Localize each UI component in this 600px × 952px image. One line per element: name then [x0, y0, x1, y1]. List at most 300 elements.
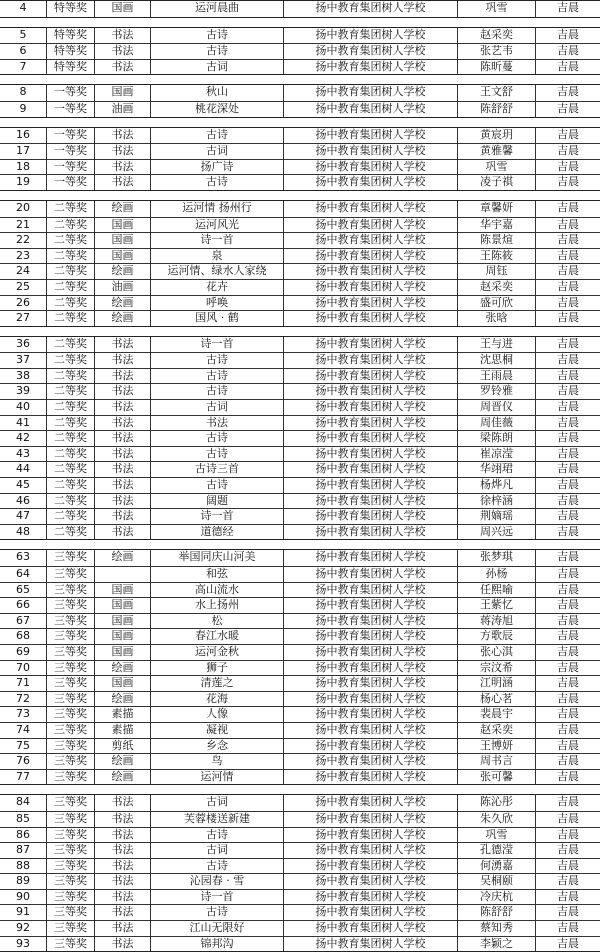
table-row: [0, 613, 600, 629]
teacher-name-cell: 吉晨: [535, 201, 600, 217]
entry-number-cell: 42: [16, 431, 30, 445]
work-title-cell: 古词: [150, 843, 283, 858]
teacher-name-cell: 吉晨: [535, 937, 600, 952]
category-cell: 绘画: [94, 296, 150, 311]
entry-number-cell: 9: [19, 101, 27, 115]
category-cell: 书法: [94, 60, 150, 75]
entry-number-cell: 64: [16, 567, 30, 580]
award-level-cell: 二等奖: [46, 525, 94, 540]
category-cell: 书法: [94, 828, 150, 843]
work-title-cell: 运河情: [150, 770, 283, 785]
award-level-cell: 二等奖: [46, 264, 94, 279]
entry-number-cell: 16: [16, 127, 30, 141]
table-row: [0, 493, 600, 509]
category-cell: 国画: [94, 645, 150, 660]
entry-number-cell: 26: [16, 295, 30, 309]
table-row: [0, 827, 600, 843]
award-level-cell: 三等奖: [46, 598, 94, 613]
work-title-cell: 鸟: [150, 754, 283, 769]
teacher-name-cell: 吉晨: [535, 874, 600, 889]
table-block: [0, 0, 600, 18]
school-cell: 扬中教育集团树人学校: [283, 795, 457, 811]
teacher-name-cell: 吉晨: [535, 416, 600, 431]
table-row: [0, 232, 600, 248]
student-name-cell: 巩雪: [457, 1, 535, 17]
entry-number-cell: 70: [16, 660, 30, 674]
student-name-cell: 华翊珺: [457, 462, 535, 477]
table-row: [0, 101, 600, 117]
award-level-cell: 一等奖: [46, 85, 94, 101]
work-title-cell: 古诗: [150, 44, 283, 59]
work-title-cell: 和弦: [150, 567, 283, 582]
teacher-name-cell: 吉晨: [535, 905, 600, 920]
work-title-cell: 书法: [150, 416, 283, 431]
entry-number-cell: 24: [16, 264, 30, 278]
award-level-cell: 三等奖: [46, 812, 94, 827]
school-cell: 扬中教育集团树人学校: [283, 160, 457, 175]
table-row: [0, 795, 600, 811]
work-title-cell: 运河晨曲: [150, 1, 283, 17]
school-cell: 扬中教育集团树人学校: [283, 353, 457, 368]
school-cell: 扬中教育集团树人学校: [283, 583, 457, 598]
work-title-cell: 古诗: [150, 478, 283, 493]
table-row: [0, 811, 600, 827]
award-level-cell: 三等奖: [46, 890, 94, 905]
school-cell: 扬中教育集团树人学校: [283, 1, 457, 17]
table-row: [0, 1, 600, 17]
award-level-cell: 二等奖: [46, 249, 94, 264]
school-cell: 扬中教育集团树人学校: [283, 44, 457, 59]
school-cell: 扬中教育集团树人学校: [283, 692, 457, 707]
teacher-name-cell: 吉晨: [535, 218, 600, 233]
teacher-name-cell: 吉晨: [535, 128, 600, 144]
award-level-cell: 一等奖: [46, 175, 94, 190]
teacher-name-cell: 吉晨: [535, 525, 600, 540]
teacher-name-cell: 吉晨: [535, 754, 600, 769]
work-title-cell: 古词: [150, 795, 283, 811]
category-cell: 书法: [94, 494, 150, 509]
award-level-cell: 三等奖: [46, 828, 94, 843]
student-name-cell: 王文舒: [457, 85, 535, 101]
school-cell: 扬中教育集团树人学校: [283, 494, 457, 509]
school-cell: 扬中教育集团树人学校: [283, 859, 457, 874]
school-cell: 扬中教育集团树人学校: [283, 218, 457, 233]
teacher-name-cell: 吉晨: [535, 102, 600, 117]
table-row: [0, 279, 600, 295]
teacher-name-cell: 吉晨: [535, 859, 600, 874]
school-cell: 扬中教育集团树人学校: [283, 843, 457, 858]
student-name-cell: 吴桐颐: [457, 874, 535, 889]
student-name-cell: 张梦琪: [457, 550, 535, 566]
category-cell: 书法: [94, 890, 150, 905]
student-name-cell: 王雨晨: [457, 369, 535, 384]
teacher-name-cell: 吉晨: [535, 249, 600, 264]
student-name-cell: 孔德滢: [457, 843, 535, 858]
entry-number-cell: 90: [16, 889, 30, 903]
block-gap: [0, 75, 600, 84]
entry-number-cell: 74: [16, 722, 30, 736]
entry-number-cell: 21: [16, 217, 30, 231]
student-name-cell: 凌子祺: [457, 175, 535, 190]
award-level-cell: 三等奖: [46, 567, 94, 582]
entry-number-cell: 84: [16, 795, 30, 809]
teacher-name-cell: 吉晨: [535, 353, 600, 368]
school-cell: 扬中教育集团树人学校: [283, 890, 457, 905]
work-title-cell: 诗一首: [150, 509, 283, 524]
work-title-cell: 高山流水: [150, 583, 283, 598]
category-cell: 书法: [94, 921, 150, 936]
award-level-cell: 三等奖: [46, 614, 94, 629]
student-name-cell: 周佳薇: [457, 416, 535, 431]
student-name-cell: 章馨妍: [457, 201, 535, 217]
work-title-cell: 道德经: [150, 525, 283, 540]
teacher-name-cell: 吉晨: [535, 614, 600, 629]
table-row: [0, 769, 600, 785]
entry-number-cell: 43: [16, 446, 30, 460]
student-name-cell: 蒋涛旭: [457, 614, 535, 629]
award-level-cell: 三等奖: [46, 937, 94, 952]
table-row: [0, 566, 600, 582]
award-level-cell: 三等奖: [46, 905, 94, 920]
category-cell: 书法: [94, 384, 150, 399]
teacher-name-cell: 吉晨: [535, 478, 600, 493]
school-cell: 扬中教育集团树人学校: [283, 754, 457, 769]
student-name-cell: 巩雪: [457, 160, 535, 175]
work-title-cell: 水上扬州: [150, 598, 283, 613]
category-cell: 国画: [94, 676, 150, 691]
work-title-cell: 国风 · 鹤: [150, 311, 283, 326]
work-title-cell: 春江水暖: [150, 629, 283, 644]
school-cell: 扬中教育集团树人学校: [283, 739, 457, 754]
work-title-cell: 运河风光: [150, 218, 283, 233]
school-cell: 扬中教育集团树人学校: [283, 874, 457, 889]
category-cell: 素描: [94, 707, 150, 722]
teacher-name-cell: 吉晨: [535, 890, 600, 905]
teacher-name-cell: 吉晨: [535, 723, 600, 738]
student-name-cell: 罗铃雅: [457, 384, 535, 399]
work-title-cell: 锦邦沟: [150, 937, 283, 952]
school-cell: 扬中教育集团树人学校: [283, 614, 457, 629]
table-row: [0, 738, 600, 754]
school-cell: 扬中教育集团树人学校: [283, 478, 457, 493]
category-cell: 书法: [94, 795, 150, 811]
school-cell: 扬中教育集团树人学校: [283, 233, 457, 248]
teacher-name-cell: 吉晨: [535, 44, 600, 59]
table-row: [0, 722, 600, 738]
table-block: [0, 84, 600, 117]
entry-number-cell: 87: [16, 843, 30, 857]
entry-number-cell: 45: [16, 478, 30, 492]
teacher-name-cell: 吉晨: [535, 645, 600, 660]
student-name-cell: 张晗: [457, 311, 535, 326]
award-level-cell: 三等奖: [46, 770, 94, 785]
work-title-cell: 江山无限好: [150, 921, 283, 936]
table-row: [0, 508, 600, 524]
award-level-cell: 特等奖: [46, 44, 94, 59]
table-row: [0, 128, 600, 144]
award-level-cell: 一等奖: [46, 128, 94, 144]
award-level-cell: 三等奖: [46, 550, 94, 566]
entry-number-cell: 73: [16, 707, 30, 721]
student-name-cell: 宗汶希: [457, 661, 535, 676]
entry-number-cell: 92: [16, 921, 30, 935]
category-cell: 绘画: [94, 770, 150, 785]
category-cell: 书法: [94, 369, 150, 384]
student-name-cell: 张可馨: [457, 770, 535, 785]
entry-number-cell: 85: [16, 811, 30, 825]
table-row: [0, 295, 600, 311]
award-level-cell: 三等奖: [46, 859, 94, 874]
table-row: [0, 644, 600, 660]
table-row: [0, 706, 600, 722]
entry-number-cell: 75: [16, 738, 30, 752]
award-level-cell: 三等奖: [46, 754, 94, 769]
school-cell: 扬中教育集团树人学校: [283, 384, 457, 399]
award-level-cell: 三等奖: [46, 921, 94, 936]
table-row: [0, 691, 600, 707]
category-cell: 绘画: [94, 264, 150, 279]
entry-number-cell: 36: [16, 336, 30, 350]
category-cell: 书法: [94, 431, 150, 446]
table-row: [0, 263, 600, 279]
teacher-name-cell: 吉晨: [535, 739, 600, 754]
work-title-cell: 运河情 扬州行: [150, 201, 283, 217]
award-level-cell: 二等奖: [46, 233, 94, 248]
student-name-cell: 李颖之: [457, 937, 535, 952]
school-cell: 扬中教育集团树人学校: [283, 770, 457, 785]
entry-number-cell: 23: [16, 248, 30, 262]
teacher-name-cell: 吉晨: [535, 160, 600, 175]
award-level-cell: 二等奖: [46, 369, 94, 384]
category-cell: 油画: [94, 102, 150, 117]
block-gap: [0, 327, 600, 336]
category-cell: 书法: [94, 128, 150, 144]
student-name-cell: 朱久欣: [457, 812, 535, 827]
award-level-cell: 特等奖: [46, 28, 94, 44]
student-name-cell: 任熙喻: [457, 583, 535, 598]
category-cell: 书法: [94, 160, 150, 175]
category-cell: 书法: [94, 400, 150, 415]
work-title-cell: 古词: [150, 144, 283, 159]
table-row: [0, 842, 600, 858]
table-row: [0, 399, 600, 415]
school-cell: 扬中教育集团树人学校: [283, 280, 457, 295]
award-level-cell: 特等奖: [46, 1, 94, 17]
category-cell: 油画: [94, 280, 150, 295]
teacher-name-cell: 吉晨: [535, 812, 600, 827]
school-cell: 扬中教育集团树人学校: [283, 661, 457, 676]
category-cell: 绘画: [94, 692, 150, 707]
table-row: [0, 383, 600, 399]
teacher-name-cell: 吉晨: [535, 567, 600, 582]
table-block: [0, 549, 600, 785]
work-title-cell: 古诗: [150, 859, 283, 874]
entry-number-cell: 77: [16, 769, 30, 783]
award-level-cell: 三等奖: [46, 874, 94, 889]
student-name-cell: 陈舒舒: [457, 102, 535, 117]
award-level-cell: 二等奖: [46, 311, 94, 326]
work-title-cell: 呼唤: [150, 296, 283, 311]
category-cell: 书法: [94, 353, 150, 368]
teacher-name-cell: 吉晨: [535, 550, 600, 566]
category-cell: 书法: [94, 812, 150, 827]
award-level-cell: 二等奖: [46, 431, 94, 446]
entry-number-cell: 27: [16, 311, 30, 325]
block-gap: [0, 118, 600, 127]
student-name-cell: 盛可欣: [457, 296, 535, 311]
table-row: [0, 920, 600, 936]
table-row: [0, 352, 600, 368]
school-cell: 扬中教育集团树人学校: [283, 462, 457, 477]
school-cell: 扬中教育集团树人学校: [283, 550, 457, 566]
block-gap: [0, 540, 600, 549]
work-title-cell: 古诗: [150, 431, 283, 446]
work-title-cell: 古诗: [150, 369, 283, 384]
school-cell: 扬中教育集团树人学校: [283, 102, 457, 117]
teacher-name-cell: 吉晨: [535, 311, 600, 326]
student-name-cell: 杨烨凡: [457, 478, 535, 493]
entry-number-cell: 88: [16, 858, 30, 872]
student-name-cell: 王与进: [457, 337, 535, 353]
work-title-cell: 扬广诗: [150, 160, 283, 175]
table-row: [0, 174, 600, 190]
entry-number-cell: 63: [16, 550, 30, 564]
award-level-cell: 二等奖: [46, 509, 94, 524]
work-title-cell: 狮子: [150, 661, 283, 676]
award-level-cell: 二等奖: [46, 494, 94, 509]
teacher-name-cell: 吉晨: [535, 509, 600, 524]
award-level-cell: 一等奖: [46, 102, 94, 117]
table-row: [0, 430, 600, 446]
award-level-cell: 二等奖: [46, 201, 94, 217]
table-row: [0, 446, 600, 462]
award-level-cell: 三等奖: [46, 692, 94, 707]
student-name-cell: 王博妍: [457, 739, 535, 754]
student-name-cell: 陈昕蔓: [457, 60, 535, 75]
student-name-cell: 崔凉滢: [457, 447, 535, 462]
entry-number-cell: 44: [16, 462, 30, 476]
category-cell: 书法: [94, 525, 150, 540]
category-cell: 绘画: [94, 754, 150, 769]
entry-number-cell: 71: [16, 676, 30, 690]
entry-number-cell: 37: [16, 353, 30, 367]
teacher-name-cell: 吉晨: [535, 692, 600, 707]
table-block: [0, 336, 600, 541]
table-row: [0, 524, 600, 540]
student-name-cell: 张心淇: [457, 645, 535, 660]
award-level-cell: 三等奖: [46, 629, 94, 644]
category-cell: 书法: [94, 416, 150, 431]
category-cell: 书法: [94, 509, 150, 524]
school-cell: 扬中教育集团树人学校: [283, 723, 457, 738]
teacher-name-cell: 吉晨: [535, 843, 600, 858]
work-title-cell: 清莲之: [150, 676, 283, 691]
category-cell: 书法: [94, 447, 150, 462]
work-title-cell: 松: [150, 614, 283, 629]
school-cell: 扬中教育集团树人学校: [283, 598, 457, 613]
work-title-cell: 举国同庆山河美: [150, 550, 283, 566]
work-title-cell: 秋山: [150, 85, 283, 101]
school-cell: 扬中教育集团树人学校: [283, 447, 457, 462]
school-cell: 扬中教育集团树人学校: [283, 525, 457, 540]
entry-number-cell: 17: [16, 144, 30, 158]
table-row: [0, 28, 600, 44]
school-cell: 扬中教育集团树人学校: [283, 60, 457, 75]
teacher-name-cell: 吉晨: [535, 494, 600, 509]
entry-number-cell: 20: [16, 200, 30, 214]
category-cell: 书法: [94, 937, 150, 952]
work-title-cell: 古诗: [150, 828, 283, 843]
award-level-cell: 二等奖: [46, 337, 94, 353]
entry-number-cell: 6: [19, 44, 27, 58]
award-level-cell: 三等奖: [46, 676, 94, 691]
award-level-cell: 三等奖: [46, 795, 94, 811]
entry-number-cell: 65: [16, 582, 30, 596]
category-cell: 书法: [94, 144, 150, 159]
table-row: [0, 143, 600, 159]
entry-number-cell: 76: [16, 754, 30, 768]
award-level-cell: 二等奖: [46, 353, 94, 368]
entry-number-cell: 68: [16, 629, 30, 643]
entry-number-cell: 40: [16, 400, 30, 414]
table-row: [0, 660, 600, 676]
table-row: [0, 873, 600, 889]
entry-number-cell: 25: [16, 279, 30, 293]
work-title-cell: 沁园春 · 雪: [150, 874, 283, 889]
student-name-cell: 方歌辰: [457, 629, 535, 644]
category-cell: 素描: [94, 723, 150, 738]
table-block: [0, 127, 600, 191]
student-name-cell: 周书言: [457, 754, 535, 769]
table-row: [0, 159, 600, 175]
school-cell: 扬中教育集团树人学校: [283, 85, 457, 101]
school-cell: 扬中教育集团树人学校: [283, 431, 457, 446]
school-cell: 扬中教育集团树人学校: [283, 144, 457, 159]
award-level-cell: 二等奖: [46, 416, 94, 431]
teacher-name-cell: 吉晨: [535, 400, 600, 415]
student-name-cell: 江明涵: [457, 676, 535, 691]
student-name-cell: 巩雪: [457, 828, 535, 843]
school-cell: 扬中教育集团树人学校: [283, 369, 457, 384]
work-title-cell: 运河金秋: [150, 645, 283, 660]
entry-number-cell: 8: [19, 85, 27, 99]
school-cell: 扬中教育集团树人学校: [283, 509, 457, 524]
work-title-cell: 人像: [150, 707, 283, 722]
school-cell: 扬中教育集团树人学校: [283, 175, 457, 190]
student-name-cell: 孙杨: [457, 567, 535, 582]
work-title-cell: 乡念: [150, 739, 283, 754]
school-cell: 扬中教育集团树人学校: [283, 264, 457, 279]
teacher-name-cell: 吉晨: [535, 598, 600, 613]
work-title-cell: 泉: [150, 249, 283, 264]
student-name-cell: 徐梓涵: [457, 494, 535, 509]
school-cell: 扬中教育集团树人学校: [283, 567, 457, 582]
student-name-cell: 黄宸玥: [457, 128, 535, 144]
table-row: [0, 753, 600, 769]
category-cell: 书法: [94, 44, 150, 59]
category-cell: 绘画: [94, 661, 150, 676]
school-cell: 扬中教育集团树人学校: [283, 921, 457, 936]
category-cell: 国画: [94, 583, 150, 598]
category-cell: 国画: [94, 218, 150, 233]
school-cell: 扬中教育集团树人学校: [283, 905, 457, 920]
school-cell: 扬中教育集团树人学校: [283, 249, 457, 264]
entry-number-cell: 47: [16, 509, 30, 523]
category-cell: 书法: [94, 905, 150, 920]
work-title-cell: 芙蓉楼送新建: [150, 812, 283, 827]
school-cell: 扬中教育集团树人学校: [283, 416, 457, 431]
teacher-name-cell: 吉晨: [535, 921, 600, 936]
